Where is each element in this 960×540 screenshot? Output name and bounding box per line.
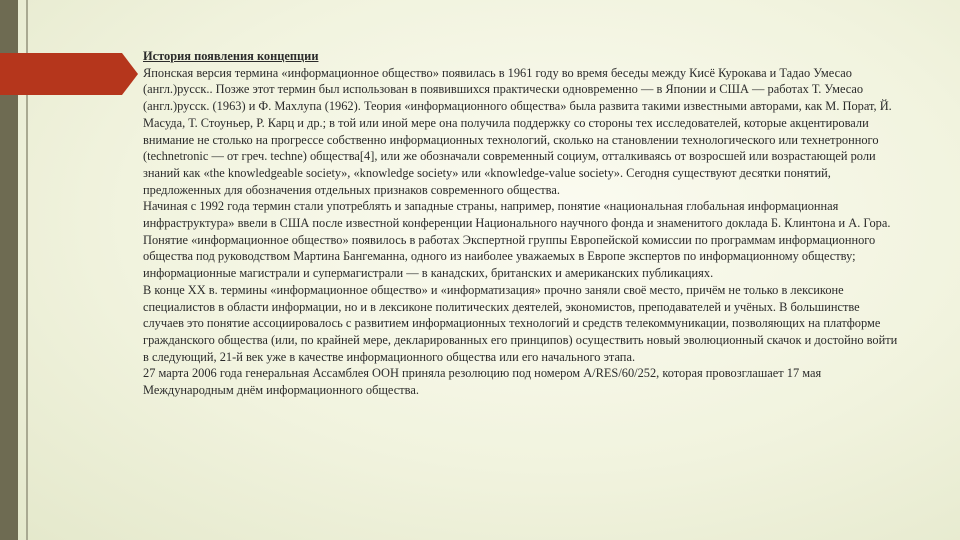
red-arrow-accent bbox=[0, 53, 138, 95]
slide-title: История появления концепции bbox=[143, 49, 319, 63]
paragraph-1992: Начиная с 1992 года термин стали употреблять и западные страны, например, понятие «национальная глобальная информационная инфраструктура» ввели в США после известной конференции Национального научного фонда и знаменитого доклада Б. Клинтона и А. Гора. Понятие «информационное общество» появилось в работах Экспертной группы Европейской комиссии по программам информационного общества под руководством Мартина Бангеманна, одного из наиболее уважаемых в Европе экспертов по информационному обществу; информационные магистрали и супермагистрали — в канадских, британских и американских публикациях. bbox=[143, 199, 891, 281]
paragraph-late-20th-century: В конце XX в. термины «информационное общество» и «информатизация» прочно заняли своё место, причём не только в лексиконе специалистов в области информации, но и в лексиконе политических деятелей, экономистов, преподавателей и учёных. В большинстве случаев это понятие ассоциировалось с развитием информационных технологий и средств телекоммуникации, позволяющих на платформе гражданского общества (или, по крайней мере, декларированных его принципов) осуществить новый эволюционный скачок и достойно войти в следующий, 21-й век уже в качестве информационного общества или его начального этапа. bbox=[143, 282, 898, 364]
paragraph-origin: Японская версия термина «информационное общество» появилась в 1961 году во время беседы между Кисё Курокава и Тадао Умесао (англ.)русск.. Позже этот термин был использован в появившихся практически одновременно — в Японии и США — работах Т. Умесао (англ.)русск. (1963) и Ф. Махлупа (1962). Теория «информационного общества» была развита такими известными авторами, как М. Порат, Й. Масуда, Т. Стоуньер, Р. Карц и др.; в той или иной мере она получила поддержку со стороны тех исследователей, которые акцентировали внимание не столько на прогрессе собственно информационных технологий, сколько на становлении технологического или технетронного (technetronic — от греч. techne) общества[4], или же обозначали современный социум, отталкиваясь от возросшей или возрастающей роли знаний как «the knowledgeable society», «knowledge society» или «knowledge-value society». Сегодня существуют десятки понятий, предложенных для обозначения отдельных признаков современного общества. bbox=[143, 65, 892, 197]
slide-content bbox=[143, 48, 903, 399]
paragraph-un-resolution: 27 марта 2006 года генеральная Ассамблея ООН приняла резолюцию под номером A/RES/60/252, которая провозглашает 17 мая Международным днём информационного общества. bbox=[143, 366, 822, 398]
